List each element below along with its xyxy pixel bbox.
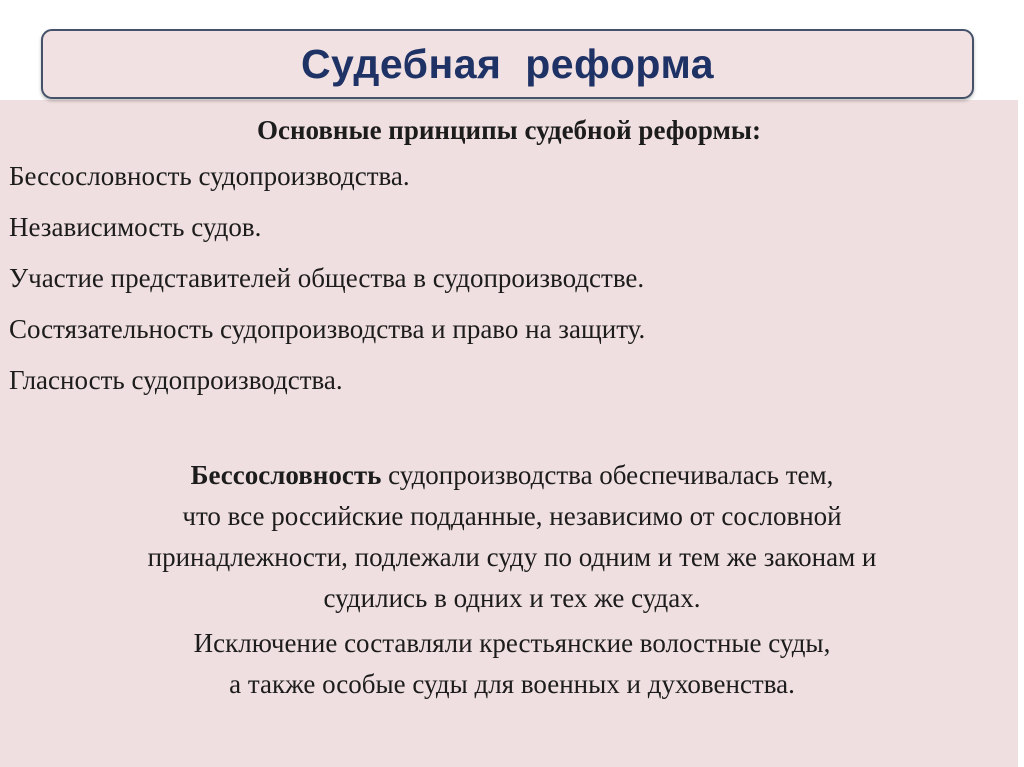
explanation-line-1 — [191, 460, 834, 490]
explanation-line-2: что все российские подданные, независимо от сословной — [182, 501, 842, 531]
principle-item: Бессословность судопроизводства. — [9, 161, 410, 191]
exception-line-1: Исключение составляли крестьянские волостные суды, — [193, 628, 831, 658]
explanation-block — [0, 455, 1024, 705]
explanation-line-1-rest: судопроизводства обеспечивалась тем, — [381, 460, 834, 490]
exception-paragraph — [0, 623, 1024, 705]
principles-list — [9, 158, 645, 413]
principle-item: Состязательность судопроизводства и право на защиту. — [9, 314, 646, 344]
exception-line-2: а также особые суды для военных и духовенства. — [229, 669, 795, 699]
explanation-line-3: принадлежности, подлежали суду по одним и тем же законам и — [147, 542, 877, 572]
title-box — [41, 29, 974, 99]
principle-item: Гласность судопроизводства. — [9, 365, 343, 395]
explanation-paragraph — [0, 455, 1024, 619]
explanation-line-4: судились в одних и тех же судах. — [323, 583, 701, 613]
bold-term: Бессословность — [190, 460, 382, 490]
principle-item: Участие представителей общества в судопроизводстве. — [9, 263, 645, 293]
slide-title: Судебная реформа — [300, 40, 715, 87]
principle-item: Независимость судов. — [9, 212, 262, 242]
principles-heading: Основные принципы судебной реформы: — [256, 115, 762, 145]
